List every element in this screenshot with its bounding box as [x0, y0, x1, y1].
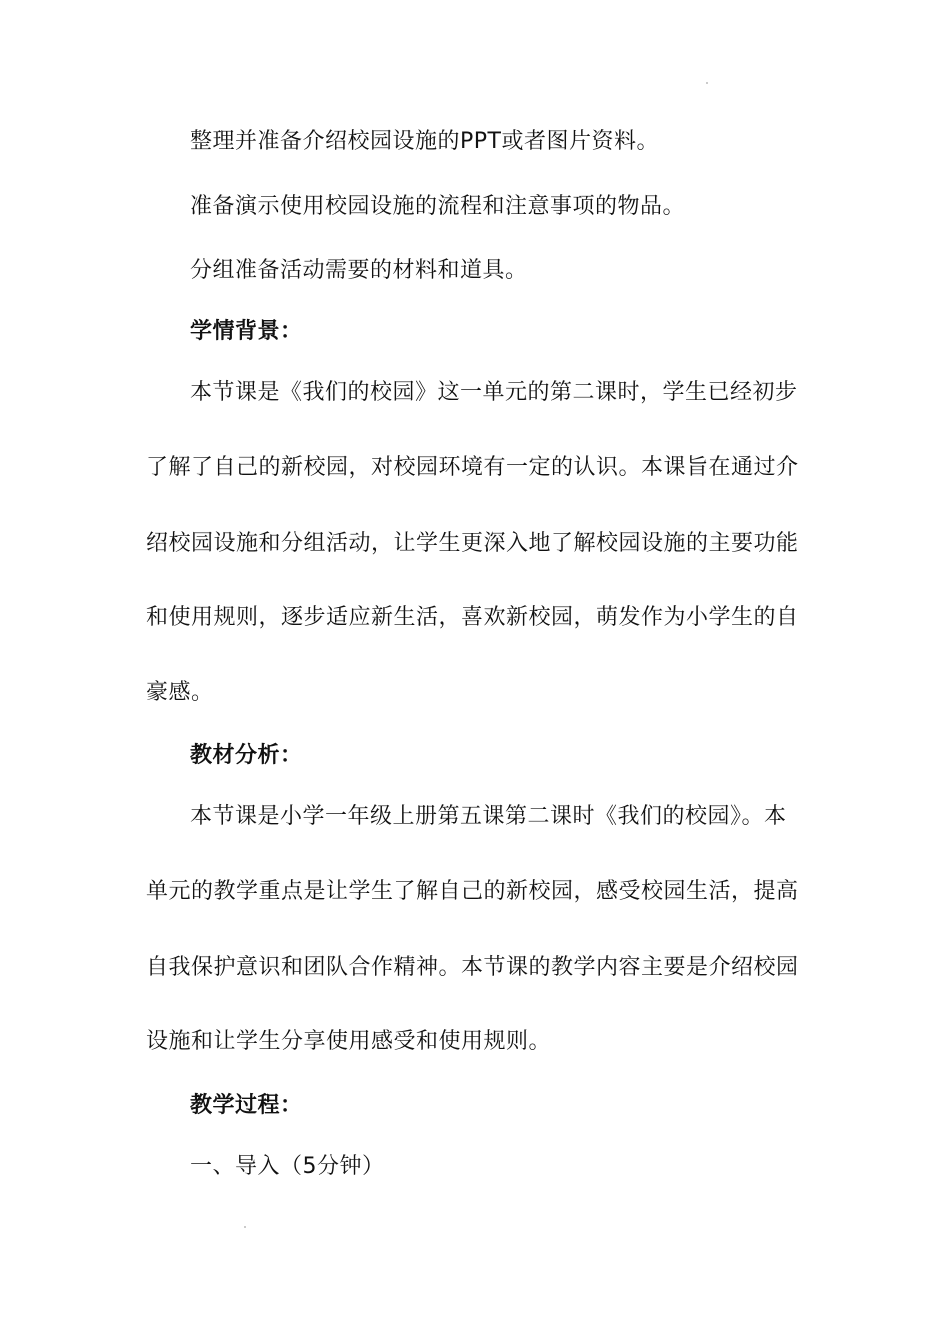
analysis-paragraph-line-1: 本节课是小学一年级上册第五课第二课时《我们的校园》。本: [190, 804, 787, 829]
section-heading-analysis: 教材分析：: [190, 743, 303, 768]
process-step-intro: 一、导入（5分钟）: [190, 1154, 385, 1179]
scan-dot-top: [706, 82, 708, 84]
section-heading-process: 教学过程：: [190, 1093, 303, 1118]
background-paragraph-line-2: 了解了自己的新校园，对校园环境有一定的认识。本课旨在通过介: [146, 455, 799, 480]
background-paragraph-line-3: 绍校园设施和分组活动，让学生更深入地了解校园设施的主要功能: [146, 531, 799, 556]
scan-dot-bottom: [244, 1226, 246, 1228]
prep-item-2: 准备演示使用校园设施的流程和注意事项的物品。: [190, 194, 686, 219]
analysis-paragraph-line-3: 自我保护意识和团队合作精神。本节课的教学内容主要是介绍校园: [146, 955, 799, 980]
background-paragraph-line-1: 本节课是《我们的校园》这一单元的第二课时，学生已经初步: [190, 380, 798, 405]
background-paragraph-line-5: 豪感。: [146, 680, 214, 705]
analysis-paragraph-line-2: 单元的教学重点是让学生了解自己的新校园，感受校园生活，提高: [146, 879, 799, 904]
section-heading-background: 学情背景：: [190, 319, 303, 344]
analysis-paragraph-line-4: 设施和让学生分享使用感受和使用规则。: [146, 1029, 552, 1054]
prep-item-3: 分组准备活动需要的材料和道具。: [190, 258, 528, 283]
background-paragraph-line-4: 和使用规则，逐步适应新生活，喜欢新校园，萌发作为小学生的自: [146, 605, 799, 630]
prep-item-1: 整理并准备介绍校园设施的PPT或者图片资料。: [190, 129, 659, 154]
